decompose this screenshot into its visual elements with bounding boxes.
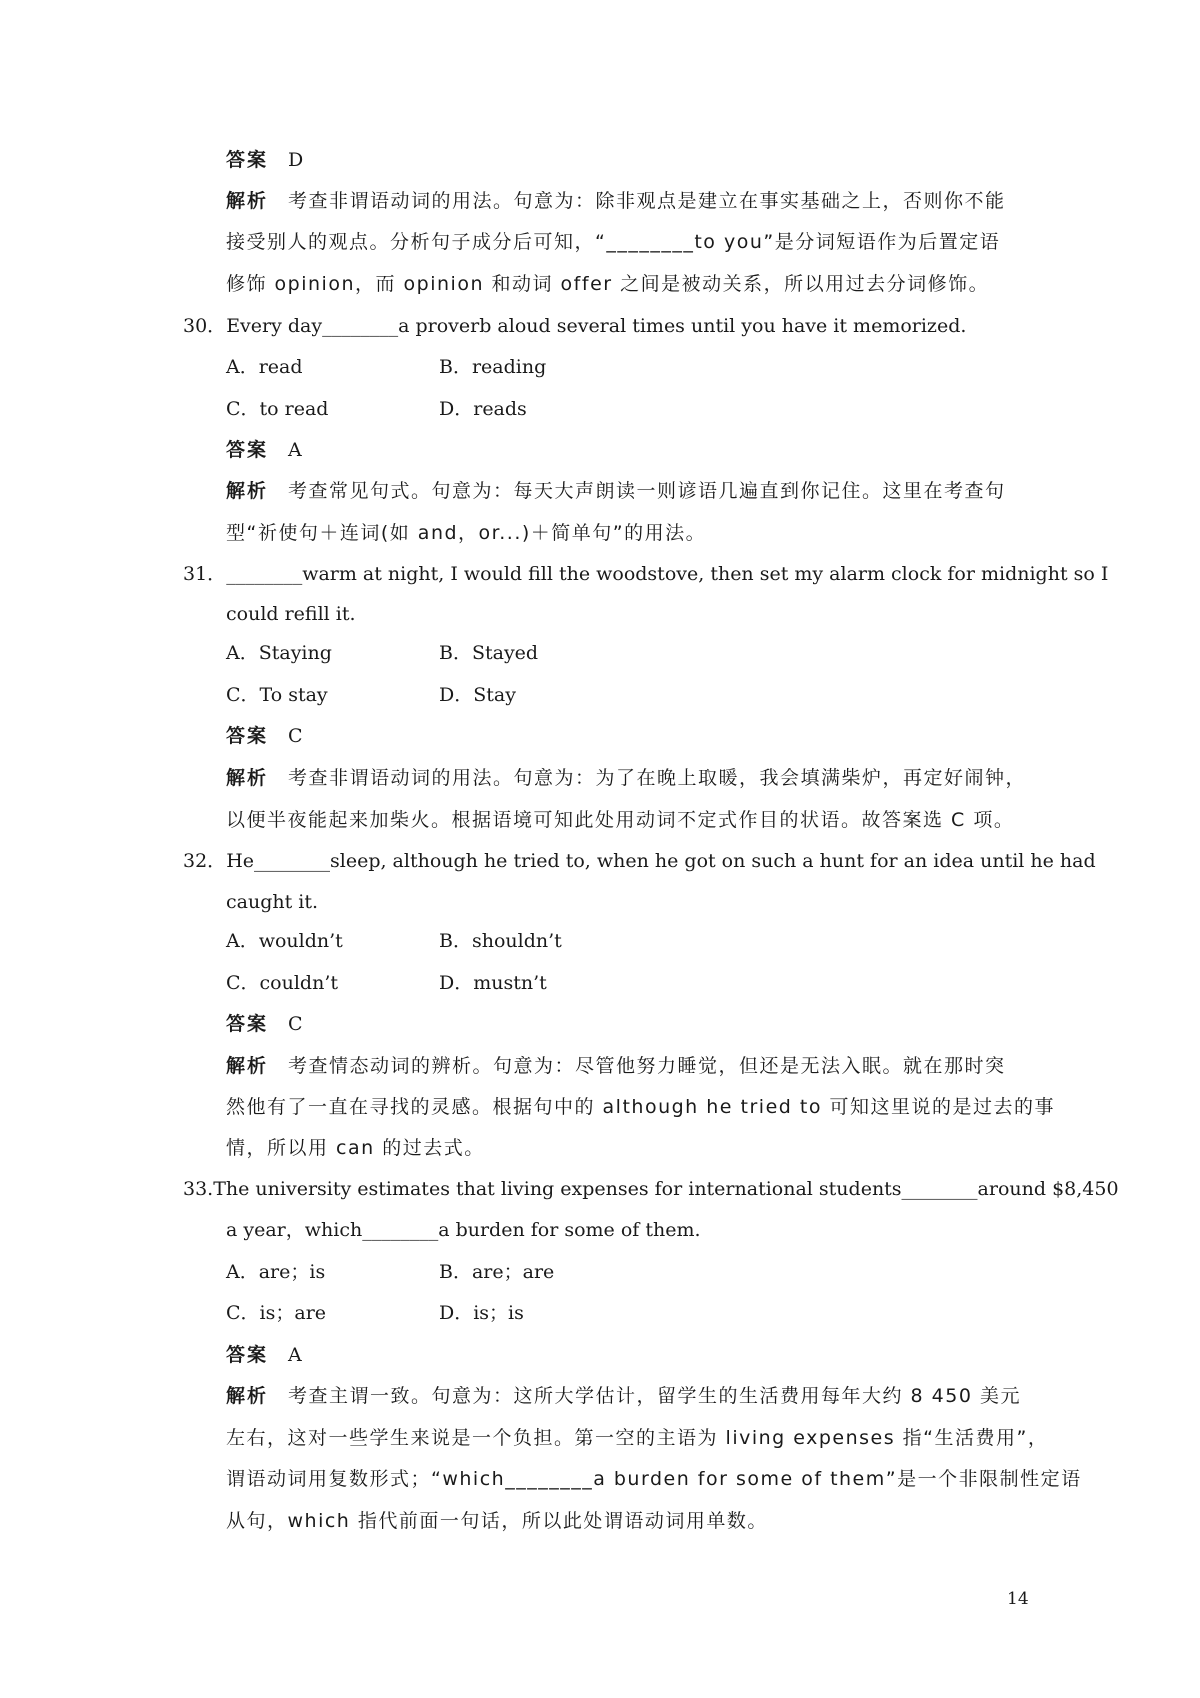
option-b: B．reading: [439, 356, 547, 378]
question-stem-line-2: a year，which________a burden for some of them.: [226, 1219, 701, 1241]
analysis-label: 解析: [226, 1055, 269, 1077]
analysis-line-2: 以便半夜能起来加柴火。根据语境可知此处用动词不定式作目的状语。故答案选 C 项。: [226, 809, 1015, 831]
question-stem-line-2: caught it.: [226, 891, 319, 913]
analysis-line-1: [226, 479, 1006, 503]
analysis-line-4: 从句，which 指代前面一句话，所以此处谓语动词用单数。: [226, 1510, 768, 1532]
answer-line: [226, 438, 302, 462]
prev-analysis-line-1: [226, 189, 1006, 213]
answer-label: 答案: [226, 1344, 269, 1366]
answer-label: 答案: [226, 149, 269, 171]
question-32: [183, 849, 1096, 873]
option-c: C．To stay: [226, 684, 328, 706]
answer-line: [226, 1012, 303, 1036]
analysis-line-1: [226, 1054, 1006, 1078]
answer-value: C: [288, 1013, 303, 1035]
answer-label: 答案: [226, 1013, 269, 1035]
page-number: 14: [1007, 1589, 1029, 1609]
option-d: D．reads: [439, 398, 527, 420]
option-a: A．Staying: [226, 642, 332, 664]
analysis-text: 考查情态动词的辨析。句意为：尽管他努力睡觉，但还是无法入眠。就在那时突: [288, 1055, 1006, 1077]
answer-value: A: [288, 1344, 302, 1366]
question-30: [183, 314, 966, 338]
question-number: 30．: [183, 315, 227, 337]
question-33: [183, 1177, 1119, 1201]
analysis-text: 考查常见句式。句意为：每天大声朗读一则谚语几遍直到你记住。这里在考查句: [288, 480, 1006, 502]
question-31: [183, 562, 1108, 586]
option-c: C．couldn’t: [226, 972, 339, 994]
option-d: D．Stay: [439, 684, 516, 706]
option-a: A．read: [226, 356, 303, 378]
prev-answer-line: [226, 148, 303, 172]
analysis-label: 解析: [226, 767, 269, 789]
analysis-line-1: [226, 766, 1026, 790]
question-number: 32．: [183, 850, 227, 872]
answer-label: 答案: [226, 439, 269, 461]
prev-analysis-line-2: 接受别人的观点。分析句子成分后可知，“________to you”是分词短语作为后置定语: [226, 231, 1001, 253]
analysis-line-3: 谓语动词用复数形式；“which________a burden for some of them”是一个非限制性定语: [226, 1468, 1082, 1490]
analysis-label: 解析: [226, 480, 269, 502]
answer-value: D: [288, 149, 304, 171]
analysis-line-1: [226, 1384, 1021, 1408]
answer-line: [226, 1343, 302, 1367]
option-c: C．is；are: [226, 1302, 327, 1324]
option-b: B．shouldn’t: [439, 930, 562, 952]
analysis-line-2: 然他有了一直在寻找的灵感。根据句中的 although he tried to 可知这里说的是过去的事: [226, 1096, 1055, 1118]
question-number: 31．: [183, 563, 227, 585]
analysis-line-3: 情，所以用 can 的过去式。: [226, 1137, 485, 1159]
analysis-text: 考查非谓语动词的用法。句意为：除非观点是建立在事实基础之上，否则你不能: [288, 190, 1006, 212]
option-b: B．Stayed: [439, 642, 539, 664]
analysis-line-2: 型“祈使句＋连词(如 and，or...)＋简单句”的用法。: [226, 522, 707, 544]
option-a: A．are；is: [226, 1261, 326, 1283]
analysis-text: 考查非谓语动词的用法。句意为：为了在晚上取暖，我会填满柴炉，再定好闹钟，: [288, 767, 1027, 789]
answer-value: A: [288, 439, 302, 461]
analysis-label: 解析: [226, 190, 269, 212]
question-stem: The university estimates that living expenses for international students________around $8,450: [213, 1178, 1119, 1200]
question-stem: He________sleep, although he tried to, when he got on such a hunt for an idea until he had: [226, 850, 1096, 872]
prev-analysis-line-3: 修饰 opinion，而 opinion 和动词 offer 之间是被动关系，所以用过去分词修饰。: [226, 273, 990, 295]
analysis-label: 解析: [226, 1385, 269, 1407]
option-b: B．are；are: [439, 1261, 555, 1283]
option-d: D．mustn’t: [439, 972, 547, 994]
question-stem: Every day________a proverb aloud several times until you have it memorized.: [226, 315, 967, 337]
analysis-text: 考查主谓一致。句意为：这所大学估计，留学生的生活费用每年大约 8 450 美元: [288, 1385, 1021, 1407]
question-number: 33.: [183, 1178, 214, 1200]
analysis-line-2: 左右，这对一些学生来说是一个负担。第一空的主语为 living expenses 指“生活费用”，: [226, 1427, 1049, 1449]
question-stem: ________warm at night, I would fill the woodstove, then set my alarm clock for midnight so I: [226, 563, 1109, 585]
option-d: D．is；is: [439, 1302, 524, 1324]
answer-value: C: [288, 725, 303, 747]
option-c: C．to read: [226, 398, 329, 420]
option-a: A．wouldn’t: [226, 930, 343, 952]
answer-line: [226, 724, 303, 748]
answer-label: 答案: [226, 725, 269, 747]
question-stem-line-2: could refill it.: [226, 603, 356, 625]
